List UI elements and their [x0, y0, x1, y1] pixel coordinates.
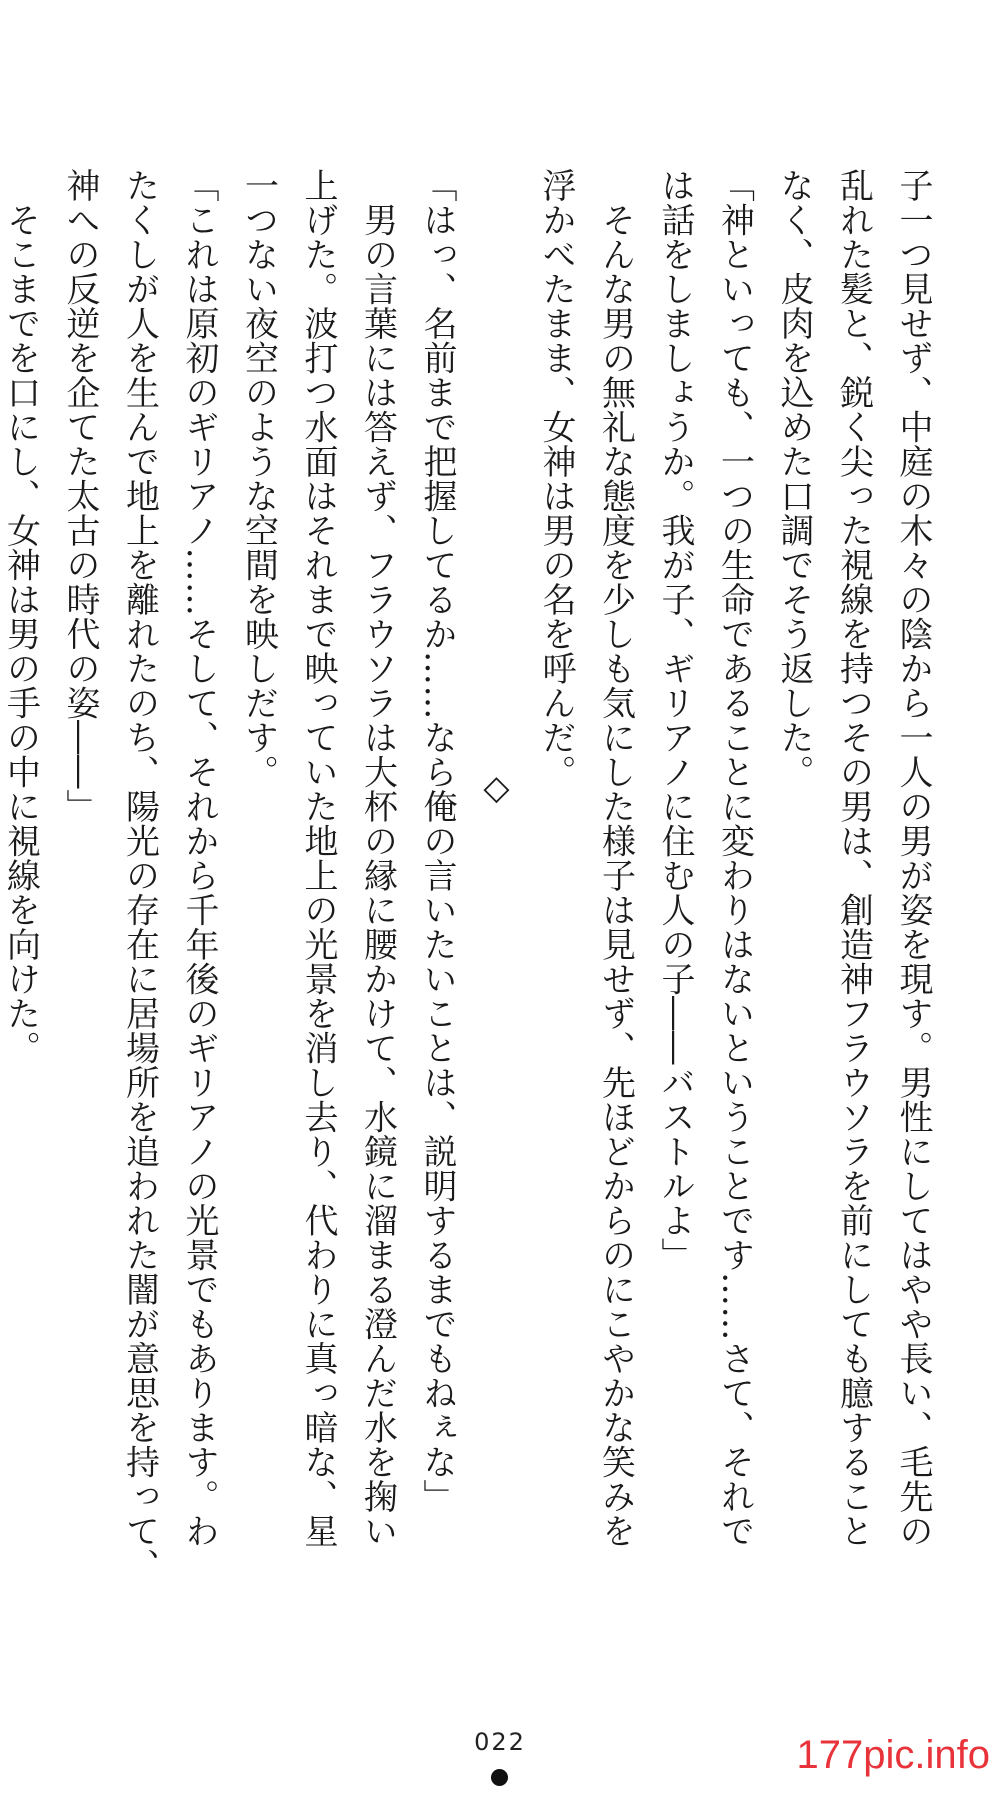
text-line: は話をしましょうか。我が子、ギリアノに住む人の子――バストルよ」 [655, 168, 695, 1272]
text-line: 上げた。波打つ水面はそれまで映っていた地上の光景を消し去り、代わりに真っ暗な、星 [298, 168, 338, 1548]
text-line: 神への反逆を企てた太古の時代の姿――」 [60, 168, 100, 824]
text-line: 「はっ、名前まで把握してるか……なら俺の言いたいことは、説明するまでもねぇな」 [417, 168, 457, 1514]
text-line: そこまでを口にし、女神は男の手の中に視線を向けた。 [0, 168, 41, 1065]
text-line: たくしが人を生んで地上を離れたのち、陽光の存在に居場所を追われた闇が意思を持って、 [119, 168, 160, 1583]
text-line: 男の言葉には答えず、フラウソラは大杯の縁に腰かけて、水鏡に溜まる澄んだ水を掬い [357, 168, 398, 1548]
text-line: なく、皮肉を込めた口調でそう返した。 [774, 168, 814, 789]
text-line: 子一つ見せず、中庭の木々の陰から一人の男が姿を現す。男性にしてはやや長い、毛先の [893, 168, 933, 1548]
vertical-body-text [0, 168, 942, 1583]
text-line: 一つない夜空のような空間を映しだす。 [238, 168, 279, 789]
page-number-dot-icon [491, 1769, 508, 1786]
text-line: 乱れた髪と、鋭く尖った視線を持つその男は、創造神フラウソラを前にしても臆すること [833, 168, 874, 1548]
page-number: 022 [474, 1728, 526, 1756]
text-line: 「神といっても、一つの生命であることに変わりはないということです……さて、それで [714, 168, 755, 1548]
text-line: そんな男の無礼な態度を少しも気にした様子は見せず、先ほどからのにこやかな笑みを [595, 168, 636, 1548]
section-separator: ◇ [476, 768, 517, 809]
text-line: 浮かべたまま、女神は男の名を呼んだ。 [536, 168, 576, 789]
watermark-text: 177pic.info [796, 1733, 990, 1777]
text-line: 「これは原初のギリアノ……そして、それから千年後のギリアノの光景でもあります。わ [179, 168, 219, 1548]
